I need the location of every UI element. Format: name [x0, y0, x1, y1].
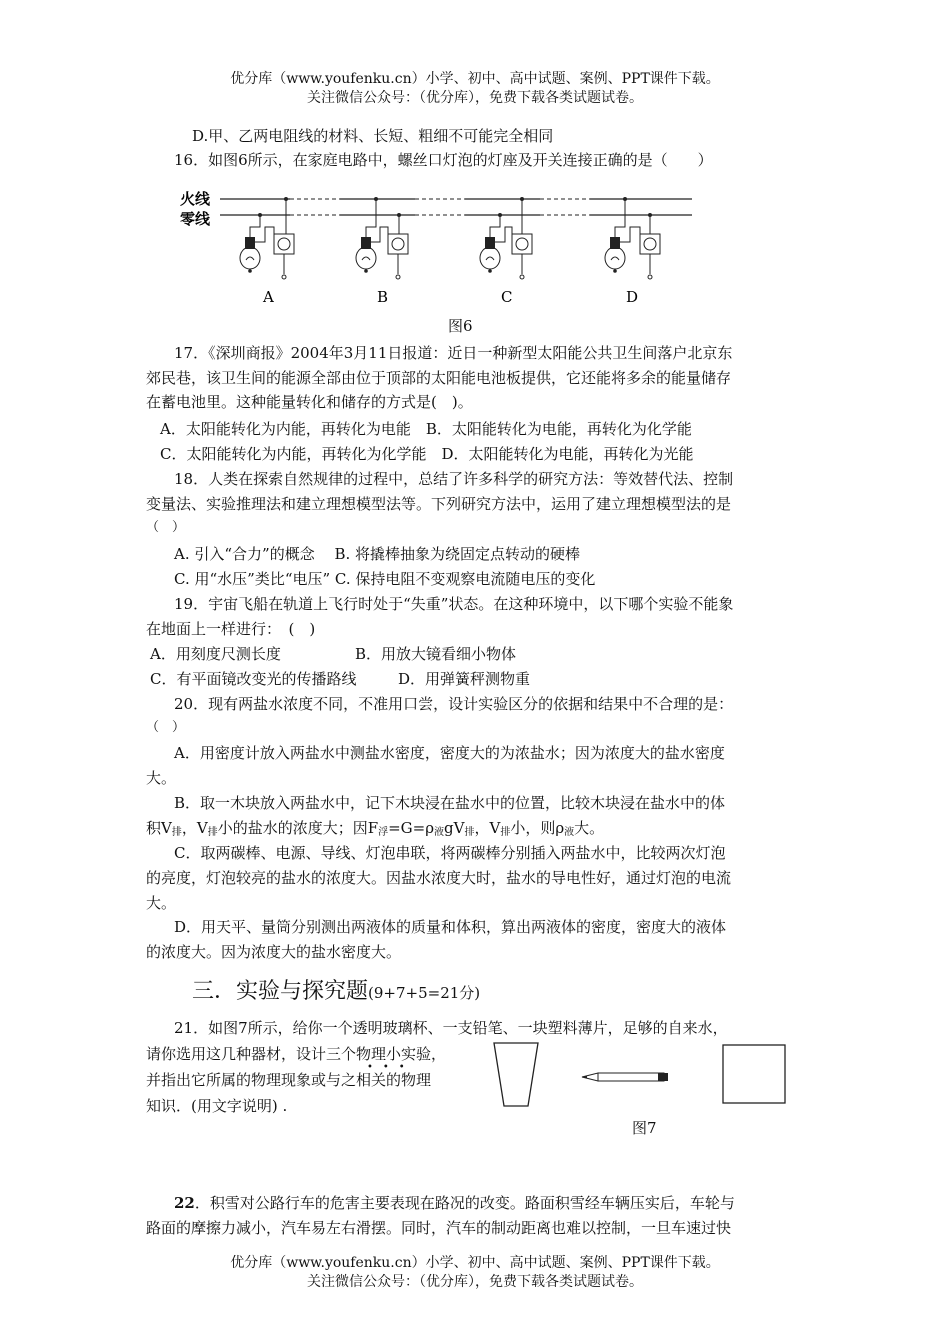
subscript-pai: 排	[500, 827, 511, 838]
page-header	[0, 70, 950, 108]
q21-line-4: 知识．(用文字说明) .	[146, 1097, 288, 1115]
figure-7-apparatus	[490, 1040, 800, 1112]
q20-line-2: （ ）	[146, 720, 186, 735]
q19-line-2: 在地面上一样进行： ( )	[146, 620, 316, 638]
q22-number: 22	[174, 1194, 195, 1212]
emphasis-dots: •••	[367, 1062, 415, 1073]
q19-option-d: D．用弹簧秤测物重	[398, 670, 531, 688]
plastic-sheet-icon	[723, 1045, 785, 1103]
q21-line-3: 并指出它所属的物理现象或与之相关的物理	[146, 1071, 432, 1089]
q17-line-2: 郊民巷，该卫生间的能源全部由位于顶部的太阳能电池板提供，它还能将多余的能量储存	[146, 369, 732, 387]
subscript-ye: 液	[434, 827, 445, 838]
q15-option-d: D.甲、乙两电阻线的材料、长短、粗细不可能完全相同	[192, 127, 554, 145]
circuit-option-c	[480, 197, 532, 306]
footer-line-2: 关注微信公众号：（优分库），免费下载各类试题试卷。	[307, 1274, 643, 1290]
q20-b-text-6: ，V	[474, 819, 501, 837]
q16-stem: 16．如图6所示，在家庭电路中，螺丝口灯泡的灯座及开关连接正确的是（ ）	[174, 151, 713, 169]
q20-c-line-1: C．取两碳棒、电源、导线、灯泡串联，将两碳棒分别插入两盐水中，比较两次灯泡	[174, 844, 726, 862]
q18-line-1: 18．人类在探索自然规律的过程中，总结了许多科学的研究方法：等效替代法、控制	[174, 470, 734, 488]
q17-options-1: A．太阳能转化为内能，再转化为电能 B．太阳能转化为电能，再转化为化学能	[160, 420, 692, 438]
q20-b-text-5: gV	[444, 819, 465, 837]
q20-line-1: 20．现有两盐水浓度不同，不准用口尝，设计实验区分的依据和结果中不合理的是：	[174, 695, 734, 713]
footer-line-1: 优分库（www.youfenku.cn）小学、初中、高中试题、案例、PPT课件下载。	[230, 1255, 720, 1271]
subscript-ye: 液	[564, 827, 575, 838]
header-line-1: 优分库（www.youfenku.cn）小学、初中、高中试题、案例、PPT课件下载。	[230, 71, 720, 87]
pencil-icon	[582, 1073, 668, 1081]
q22-line-2: 路面的摩擦力减小，汽车易左右滑摆。同时，汽车的制动距离也难以控制，一旦车速过快	[146, 1219, 732, 1237]
q20-b-text-2: ，V	[181, 819, 208, 837]
q21-line-1: 21．如图7所示，给你一个透明玻璃杯、一支铅笔、一块塑料薄片，足够的自来水，	[174, 1019, 728, 1037]
option-label-b: B	[377, 288, 389, 306]
q20-c-line-2: 的亮度，灯泡较亮的盐水的浓度大。因盐水浓度大时，盐水的导电性好，通过灯泡的电流	[146, 869, 732, 887]
q18-options-2: C. 用“水压”类比“电压” C. 保持电阻不变观察电流随电压的变化	[174, 570, 596, 588]
subscript-pai: 排	[464, 827, 475, 838]
q20-d-line-1: D．用天平、量筒分别测出两液体的质量和体积，算出两液体的密度，密度大的液体	[174, 918, 727, 936]
q17-line-1: 17．《深圳商报》2004年3月11日报道：近日一种新型太阳能公共卫生间落户北京东	[174, 344, 733, 362]
circuit-option-b	[356, 197, 408, 306]
section-3-heading	[192, 976, 480, 1009]
live-wire-label: 火线	[180, 190, 211, 208]
q20-a-line-2: 大。	[146, 769, 177, 787]
figure-6-circuit	[170, 182, 700, 342]
option-label-c: C	[501, 288, 513, 306]
circuit-option-a	[240, 197, 294, 306]
q17-options-2: C．太阳能转化为内能，再转化为化学能 D．太阳能转化为电能，再转化为光能	[160, 445, 694, 463]
q20-b-text-3: 小的盐水的浓度大；因F	[217, 819, 379, 837]
figure-7-caption: 图7	[632, 1119, 657, 1137]
section-3-score: (9+7+5=21分)	[368, 984, 481, 1002]
figure-6-caption: 图6	[448, 317, 473, 335]
page-footer	[0, 1254, 950, 1292]
q22-line-1	[174, 1191, 836, 1215]
q21-line-2: 请你选用这几种器材，设计三个物理小实验，	[146, 1045, 447, 1063]
section-3-title: 三．实验与探究题	[192, 979, 369, 1004]
q18-options-1: A. 引入“合力”的概念 B. 将撬棒抽象为绕固定点转动的硬棒	[174, 545, 581, 563]
q18-line-3: （ ）	[146, 520, 186, 535]
circuit-option-d	[605, 197, 660, 306]
q19-option-c: C．有平面镜改变光的传播路线	[150, 670, 357, 688]
q19-option-a: A．用刻度尺测长度	[150, 645, 281, 663]
q20-b-line-1: B．取一木块放入两盐水中，记下木块浸在盐水中的位置，比较木块浸在盐水中的体	[174, 794, 726, 812]
q17-line-3: 在蓄电池里。这种能量转化和储存的方式是( )。	[146, 393, 473, 411]
q20-a-line-1: A．用密度计放入两盐水中测盐水密度，密度大的为浓盐水；因为浓度大的盐水密度	[174, 744, 725, 762]
subscript-pai: 排	[207, 827, 218, 838]
glass-cup-icon	[494, 1043, 538, 1106]
q20-b-text-4: =G=ρ	[388, 819, 435, 837]
q19-line-1: 19．宇宙飞船在轨道上飞行时处于“失重”状态。在这种环境中，以下哪个实验不能象	[174, 595, 734, 613]
q20-d-line-2: 的浓度大。因为浓度大的盐水密度大。	[146, 943, 402, 961]
q20-b-text-1: 积V	[146, 819, 172, 837]
header-line-2: 关注微信公众号：（优分库），免费下载各类试题试卷。	[307, 90, 643, 106]
subscript-fu: 浮	[378, 827, 389, 838]
neutral-wire-label: 零线	[180, 210, 211, 228]
q18-line-2: 变量法、实验推理法和建立理想模型法等。下列研究方法中，运用了建立理想模型法的是	[146, 495, 732, 513]
q20-b-text-8: 大。	[574, 819, 605, 837]
q20-b-text-7: 小，则ρ	[510, 819, 565, 837]
q20-c-line-3: 大。	[146, 894, 177, 912]
option-label-d: D	[626, 288, 639, 306]
q22-text-1: ．积雪对公路行车的危害主要表现在路况的改变。路面积雪经车辆压实后，车轮与	[194, 1194, 735, 1212]
q19-option-b: B．用放大镜看细小物体	[355, 645, 517, 663]
subscript-pai: 排	[171, 827, 182, 838]
option-label-a: A	[263, 288, 274, 306]
